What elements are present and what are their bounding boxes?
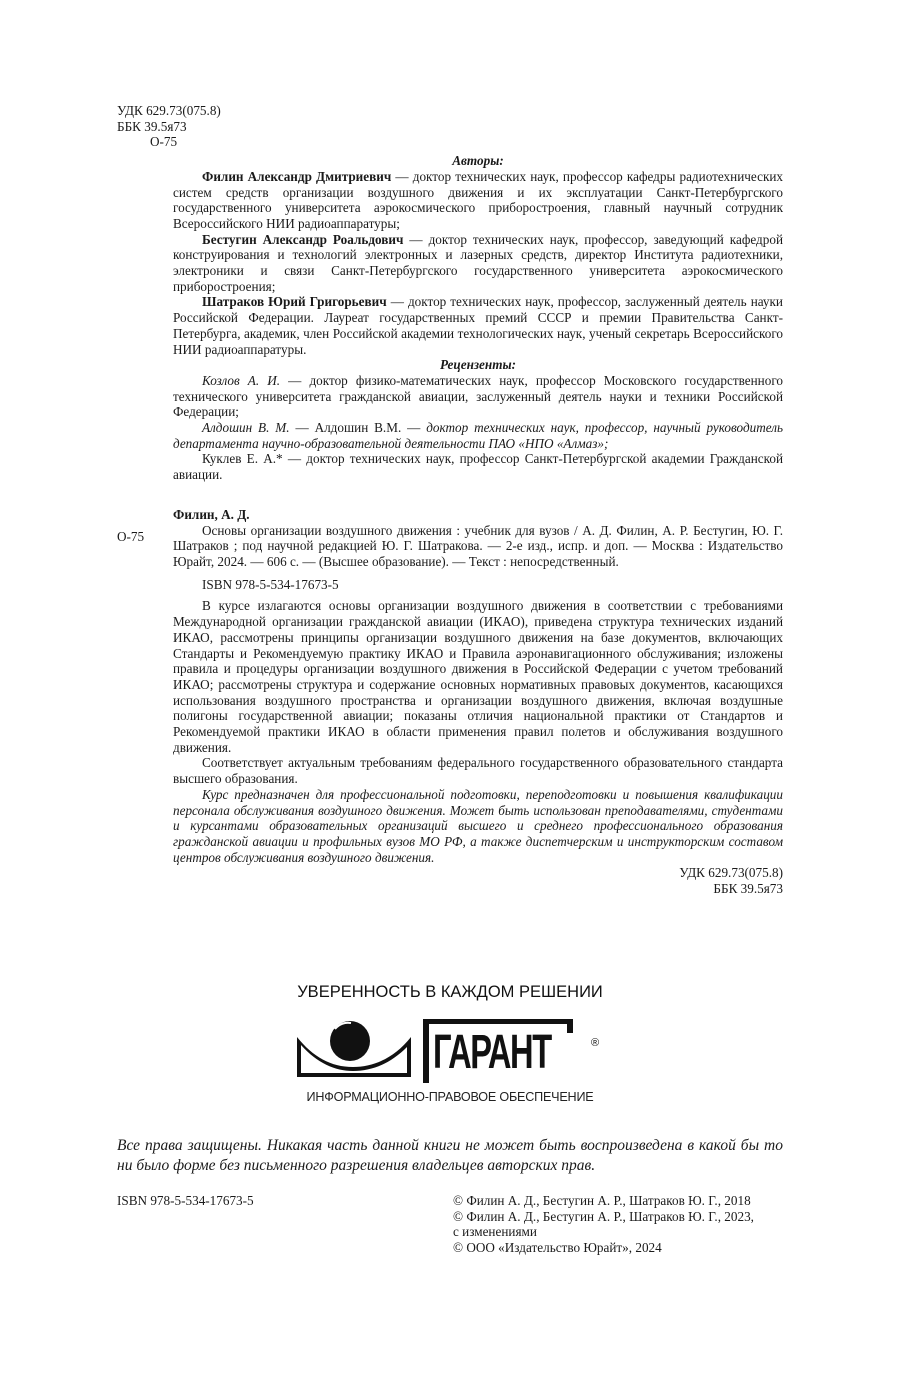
reviewer-entry: Алдошин В. М. — Алдошин В.М. — доктор технических наук, профессор, научный руководитель департамента научно-образовательной деятельности ПАО «НПО «Алмаз»; — [173, 420, 784, 451]
abstract-udk: УДК 629.73(075.8) — [679, 865, 783, 881]
ad-tagline: ИНФОРМАЦИОННО-ПРАВОВОЕ ОБЕСПЕЧЕНИЕ — [306, 1090, 594, 1104]
catalog-code: О-75 — [117, 528, 145, 544]
abstract-audience: Курс предназначен для профессиональной подготовки, переподготовки и повышения квалификации персонала обслуживания воздушного движения. Может быть использован преподавателями, студентами и курсантами образовательных организаций высшего и среднего профессионального образования гражданской авиации и профильных вузов МО РФ, а также диспетчерским и инструкторским составом центров обслуживания воздушного движения. — [173, 786, 783, 865]
copyright-line: с изменениями — [453, 1224, 537, 1240]
page-flow — [0, 103, 900, 897]
classification-codes — [117, 103, 900, 150]
reviewer-entry: Козлов А. И. — доктор физико-математических наук, профессор Московского государственного технического университета гражданской авиации, заслуженный деятель науки и техники Российской Федерации; — [173, 372, 783, 420]
abstract-paragraph: Соответствует актуальным требованиям федерального государственного образовательного стандарта высшего образования. — [173, 755, 783, 787]
authors-section — [173, 153, 783, 483]
bbk-code: ББК 39.5я73 — [117, 118, 187, 134]
copyright-block — [453, 1193, 754, 1256]
garant-logo — [295, 1015, 605, 1087]
bottom-flow — [117, 1136, 783, 1263]
footer-isbn: ISBN 978-5-534-17673-5 — [117, 1193, 254, 1208]
author-entry: Филин Александр Дмитриевич — доктор технических наук, профессор кафедры радиотехнических систем средств организации воздушного движения и их эксплуатации Санкт-Петербургского государственного университета аэрокосмического приборостроения, главный научный сотрудник Всероссийского НИИ радиоаппаратуры; — [173, 168, 783, 231]
catalog-card — [117, 506, 783, 593]
rights-notice: Все права защищены. Никакая часть данной книги не может быть воспроизведена в какой бы то ни было форме без письменного разрешения владельцев авторских прав. — [117, 1137, 783, 1174]
copyright-line: © ООО «Издательство Юрайт», 2024 — [453, 1240, 662, 1256]
abstract-paragraph: В курсе излагаются основы организации воздушного движения в соответствии с требованиями Международной организации гражданской авиации (ИКАО), приведена структура технических изданий ИКАО, рассмотрены принципы организации воздушного движения на базе документов, включающих Стандарты и Рекомендуемую практику ИКАО и Правила аэронавигационного обслуживания; изложены правила и процедуры организации воздушного движения в Российской Федерации с учетом требований ИКАО; рассмотрены структура и содержание основных нормативных правовых документов, касающихся использования воздушного пространства и организации воздушного движения, включая воздушные полигоны государственной авиации; показаны отличия национальной практики от Стандартов и Рекомендуемой практики ИКАО в области применения правил полетов и обслуживания воздушного движения. — [173, 598, 783, 755]
registered-mark: ® — [591, 1037, 600, 1049]
copyright-line: © Филин А. Д., Бестугин А. Р., Шатраков Ю. Г., 2023, — [453, 1208, 754, 1224]
abstract — [173, 598, 783, 896]
abstract-bbk: ББК 39.5я73 — [713, 881, 783, 897]
copyright-line: © Филин А. Д., Бестугин А. Р., Шатраков Ю. Г., 2018 — [453, 1193, 751, 1208]
authors-heading: Авторы: — [452, 153, 504, 169]
reviewer-entry: Куклев Е. А.* — доктор технических наук, профессор Санкт-Петербургской академии Гражданской авиации. — [173, 451, 783, 483]
ad-slogan: УВЕРЕННОСТЬ В КАЖДОМ РЕШЕНИИ — [297, 983, 603, 1001]
author-entry: Шатраков Юрий Григорьевич — доктор технических наук, профессор, заслуженный деятель науки Российской Федерации. Лауреат государственных премий СССР и премии Правительства Санкт-Петербурга, академик, член Российской академии технологических наук, ученый секретарь Всероссийского НИИ радиоаппаратуры. — [173, 294, 783, 357]
reviewers-heading: Рецензенты: — [439, 357, 517, 373]
catalog-author: Филин, А. Д. — [173, 506, 250, 522]
catalog-isbn: ISBN 978-5-534-17673-5 — [202, 576, 339, 592]
udk-code: УДК 629.73(075.8) — [117, 103, 221, 118]
footer — [117, 1193, 783, 1263]
author-mark: О-75 — [150, 134, 178, 150]
catalog-description: Основы организации воздушного движения : учебник для вузов / А. Д. Филин, А. Р. Бестугин, Ю. Г. Шатраков ; под научной редакцией Ю. Г. Шатракова. — 2-е изд., испр. и доп. — Москва : Издательство Юрайт, 2024. — 606 с. — (Высшее образование). — Текст : непосредственный. — [173, 522, 783, 569]
author-entry: Бестугин Александр Роальдович — доктор технических наук, профессор, заведующий кафедрой конструирования и технологий электронных и лазерных средств, директор Института радиотехники, электроники и связи Санкт-Петербургского государственного университета аэрокосмического приборостроения; — [173, 231, 784, 294]
catalog-description-wrap — [117, 522, 783, 570]
garant-wordmark: ГАРАНТ — [433, 1026, 551, 1079]
